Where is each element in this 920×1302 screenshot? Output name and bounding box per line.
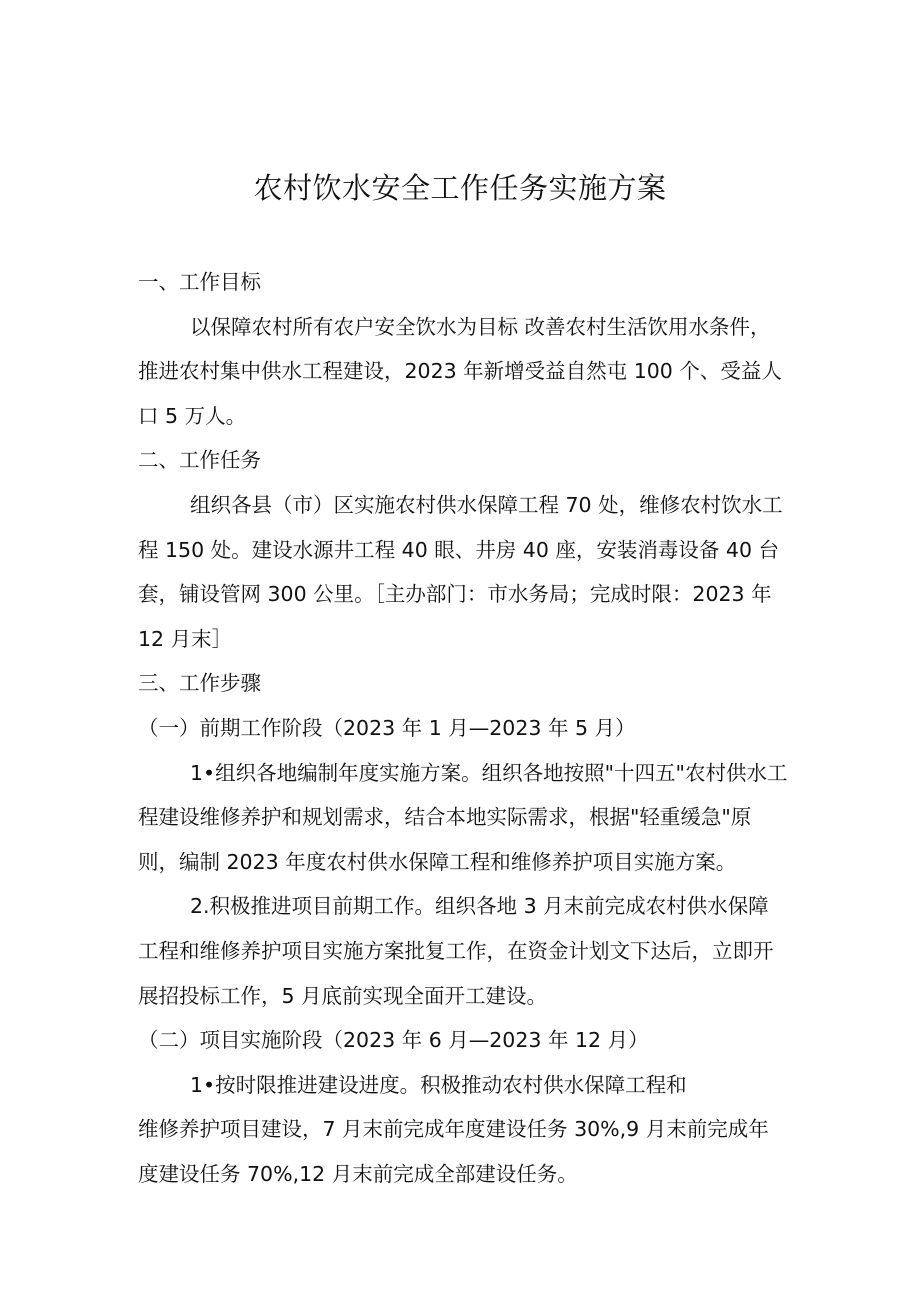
paragraph-line: 1•按时限推进建设进度。积极推动农村供水保障工程和 xyxy=(190,1072,687,1097)
paragraph-tasks: 组织各县（市）区实施农村供水保障工程 70 处，维修农村饮水工程 150 处。建设水源井工程 40 眼、井房 40 座，安装消毒设备 40 台套，铺设管网 300 公里。［主办部门：市水务局；完成时限：2023 年 12 月末］ xyxy=(138,492,783,651)
paragraph-phase-implementation-item-1 xyxy=(138,1063,788,1197)
section-heading-goal: 一、工作目标 xyxy=(138,270,261,294)
subheading-phase-implementation: （二）项目实施阶段（2023 年 6 月—2023 年 12 月） xyxy=(138,1028,649,1053)
section-heading-tasks: 二、工作任务 xyxy=(138,448,261,473)
paragraph-phase-preparation-item-2: 2.积极推进项目前期工作。组织各地 3 月末前完成农村供水保障工程和维修养护项目实施方案批复工作，在资金计划文下达后，立即开展招投标工作，5 月底前实现全面开工建设。 xyxy=(138,894,774,1008)
paragraph-line: 维修养护项目建设，7 月末前完成年度建设任务 30%,9 月末前完成年度建设任务 70%,12 月末前完成全部建设任务。 xyxy=(138,1117,769,1186)
section-heading-steps: 三、工作步骤 xyxy=(138,671,261,696)
document-title: 农村饮水安全工作任务实施方案 xyxy=(253,171,667,205)
paragraph-goal: 以保障农村所有农户安全饮水为目标 改善农村生活饮用水条件，推进农村集中供水工程建设，2023 年新增受益自然屯 100 个、受益人口 5 万人。 xyxy=(138,314,782,428)
document-body xyxy=(138,260,788,1196)
paragraph-phase-preparation-item-1: 1•组织各地编制年度实施方案。组织各地按照"十四五"农村供水工程建设维修养护和规划需求，结合本地实际需求，根据"轻重缓急"原则，编制 2023 年度农村供水保障工程和维修养护项目实施方案。 xyxy=(138,760,788,874)
subheading-phase-preparation: （一）前期工作阶段（2023 年 1 月—2023 年 5 月） xyxy=(138,715,636,740)
